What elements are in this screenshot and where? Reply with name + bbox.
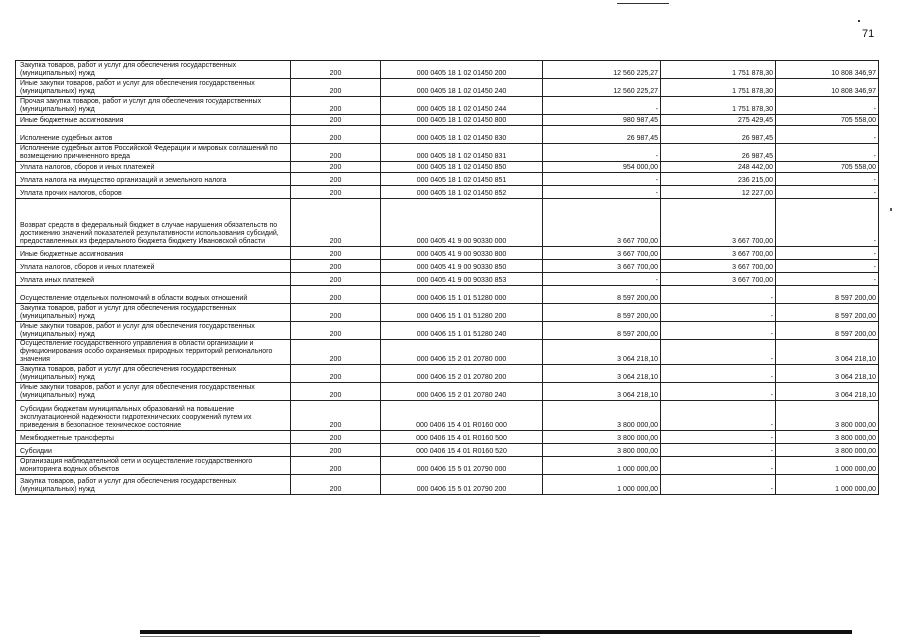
line-code: 200 [291,304,381,322]
line-code: 200 [291,247,381,260]
line-code: 200 [291,444,381,457]
budget-item-name: Закупка товаров, работ и услуг для обеспечения государственных (муниципальных) нужд [16,475,291,495]
classification-code: 000 0405 18 1 02 01450 831 [381,144,543,162]
classification-code: 000 0405 41 9 00 90330 800 [381,247,543,260]
amount-executed: 1 751 878,30 [661,79,776,97]
line-code: 200 [291,383,381,401]
amount-unexecuted: - [776,273,879,286]
amount-executed: - [661,304,776,322]
line-code: 200 [291,273,381,286]
classification-code: 000 0405 18 1 02 01450 200 [381,61,543,79]
classification-code: 000 0406 15 2 01 20780 240 [381,383,543,401]
amount-unexecuted: 1 000 000,00 [776,457,879,475]
budget-item-name: Иные закупки товаров, работ и услуг для обеспечения государственных (муниципальных) нужд [16,79,291,97]
amount-executed: - [661,365,776,383]
amount-approved: 8 597 200,00 [543,322,661,340]
amount-unexecuted: - [776,260,879,273]
amount-executed: 275 429,45 [661,115,776,126]
header-rule [617,3,669,4]
amount-executed: - [661,286,776,304]
line-code: 200 [291,322,381,340]
amount-approved: 1 000 000,00 [543,457,661,475]
budget-item-name: Закупка товаров, работ и услуг для обеспечения государственных (муниципальных) нужд [16,61,291,79]
table-row [16,444,879,457]
classification-code: 000 0405 41 9 00 90330 000 [381,199,543,247]
classification-code: 000 0406 15 5 01 20790 200 [381,475,543,495]
budget-item-name: Осуществление отдельных полномочий в области водных отношений [16,286,291,304]
amount-unexecuted: - [776,97,879,115]
amount-executed: - [661,431,776,444]
classification-code: 000 0405 18 1 02 01450 830 [381,126,543,144]
budget-item-name: Организация наблюдательной сети и осуществление государственного мониторинга водных объектов [16,457,291,475]
page-number: 71 [862,28,875,40]
amount-approved: 3 667 700,00 [543,260,661,273]
classification-code: 000 0405 18 1 02 01450 852 [381,186,543,199]
amount-approved: 3 667 700,00 [543,199,661,247]
amount-unexecuted: - [776,173,879,186]
amount-executed: - [661,444,776,457]
classification-code: 000 0406 15 2 01 20780 000 [381,340,543,365]
table-row [16,431,879,444]
budget-item-name: Уплата налогов, сборов и иных платежей [16,162,291,173]
amount-unexecuted: - [776,144,879,162]
table-row [16,162,879,173]
budget-item-name: Субсидии бюджетам муниципальных образований на повышение эксплуатационной надежности гидротехнических сооружений путем их приведения в безопасное техническое состояние [16,401,291,431]
table-row [16,365,879,383]
amount-executed: - [661,383,776,401]
line-code: 200 [291,286,381,304]
footer-rule [140,636,540,637]
budget-item-name: Иные закупки товаров, работ и услуг для обеспечения государственных (муниципальных) нужд [16,322,291,340]
amount-unexecuted: 3 800 000,00 [776,401,879,431]
amount-executed: 3 667 700,00 [661,199,776,247]
classification-code: 000 0405 18 1 02 01450 800 [381,115,543,126]
line-code: 200 [291,79,381,97]
line-code: 200 [291,401,381,431]
amount-unexecuted: 8 597 200,00 [776,322,879,340]
budget-item-name: Субсидии [16,444,291,457]
table-row [16,115,879,126]
classification-code: 000 0406 15 1 01 51280 200 [381,304,543,322]
table-row [16,126,879,144]
classification-code: 000 0406 15 5 01 20790 000 [381,457,543,475]
amount-executed: 248 442,00 [661,162,776,173]
budget-item-name: Закупка товаров, работ и услуг для обеспечения государственных (муниципальных) нужд [16,304,291,322]
amount-approved: 8 597 200,00 [543,304,661,322]
amount-unexecuted: 705 558,00 [776,115,879,126]
scan-edge-mark [890,208,892,211]
table-row [16,173,879,186]
table-row [16,401,879,431]
line-code: 200 [291,162,381,173]
budget-item-name: Иные бюджетные ассигнования [16,115,291,126]
classification-code: 000 0406 15 2 01 20780 200 [381,365,543,383]
amount-unexecuted: 1 000 000,00 [776,475,879,495]
amount-executed: 236 215,00 [661,173,776,186]
budget-item-name: Уплата налога на имущество организаций и земельного налога [16,173,291,186]
classification-code: 000 0405 18 1 02 01450 850 [381,162,543,173]
budget-item-name: Исполнение судебных актов Российской Федерации и мировых соглашений по возмещению причиненного вреда [16,144,291,162]
classification-code: 000 0406 15 4 01 R0160 000 [381,401,543,431]
line-code: 200 [291,186,381,199]
table-row [16,304,879,322]
line-code: 200 [291,431,381,444]
table-row [16,97,879,115]
amount-executed: 3 667 700,00 [661,247,776,260]
classification-code: 000 0406 15 4 01 R0160 500 [381,431,543,444]
table-row [16,475,879,495]
budget-table-body [16,61,879,495]
table-row [16,286,879,304]
amount-approved: 26 987,45 [543,126,661,144]
amount-unexecuted: 10 808 346,97 [776,79,879,97]
budget-item-name: Возврат средств в федеральный бюджет в случае нарушения обязательств по достижению значений показателей результативности использования субсидий, предоставленных из федерального бюджета бюджету Ивановской области [16,199,291,247]
amount-approved: 3 064 218,10 [543,340,661,365]
budget-item-name: Уплата налогов, сборов и иных платежей [16,260,291,273]
budget-item-name: Иные бюджетные ассигнования [16,247,291,260]
amount-approved: 980 987,45 [543,115,661,126]
budget-item-name: Исполнение судебных актов [16,126,291,144]
budget-item-name: Межбюджетные трансферты [16,431,291,444]
classification-code: 000 0405 18 1 02 01450 240 [381,79,543,97]
table-row [16,457,879,475]
classification-code: 000 0406 15 1 01 51280 000 [381,286,543,304]
line-code: 200 [291,115,381,126]
line-code: 200 [291,365,381,383]
amount-approved: 3 667 700,00 [543,247,661,260]
amount-approved: 3 800 000,00 [543,444,661,457]
amount-unexecuted: 705 558,00 [776,162,879,173]
amount-executed: 26 987,45 [661,126,776,144]
amount-approved: - [543,97,661,115]
amount-unexecuted: 3 064 218,10 [776,383,879,401]
amount-approved: 12 560 225,27 [543,79,661,97]
table-row [16,199,879,247]
amount-approved: 1 000 000,00 [543,475,661,495]
amount-unexecuted: 8 597 200,00 [776,286,879,304]
line-code: 200 [291,475,381,495]
budget-item-name: Уплата иных платежей [16,273,291,286]
budget-item-name: Прочая закупка товаров, работ и услуг для обеспечения государственных (муниципальных) нужд [16,97,291,115]
amount-executed: 26 987,45 [661,144,776,162]
budget-item-name: Осуществление государственного управления в области организации и функционирования особо охраняемых природных территорий регионального значения [16,340,291,365]
table-row [16,340,879,365]
classification-code: 000 0405 18 1 02 01450 244 [381,97,543,115]
amount-executed: - [661,457,776,475]
amount-approved: 954 000,00 [543,162,661,173]
amount-executed: 1 751 878,30 [661,97,776,115]
amount-approved: - [543,144,661,162]
amount-approved: - [543,173,661,186]
table-row [16,144,879,162]
line-code: 200 [291,61,381,79]
table-row [16,383,879,401]
budget-item-name: Иные закупки товаров, работ и услуг для обеспечения государственных (муниципальных) нужд [16,383,291,401]
line-code: 200 [291,457,381,475]
line-code: 200 [291,144,381,162]
table-row [16,273,879,286]
budget-item-name: Закупка товаров, работ и услуг для обеспечения государственных (муниципальных) нужд [16,365,291,383]
amount-unexecuted: 3 064 218,10 [776,340,879,365]
amount-unexecuted: 3 800 000,00 [776,431,879,444]
budget-table [15,60,879,495]
amount-executed: - [661,340,776,365]
amount-approved: 8 597 200,00 [543,286,661,304]
amount-approved: 3 800 000,00 [543,401,661,431]
amount-approved: - [543,273,661,286]
table-row [16,61,879,79]
classification-code: 000 0406 15 4 01 R0160 520 [381,444,543,457]
amount-approved: 3 800 000,00 [543,431,661,444]
amount-approved: 3 064 218,10 [543,383,661,401]
amount-unexecuted: 3 064 218,10 [776,365,879,383]
classification-code: 000 0405 41 9 00 90330 850 [381,260,543,273]
amount-unexecuted: - [776,126,879,144]
amount-unexecuted: - [776,199,879,247]
table-row [16,79,879,97]
scan-dot [858,20,860,22]
line-code: 200 [291,126,381,144]
amount-executed: 12 227,00 [661,186,776,199]
amount-executed: 1 751 878,30 [661,61,776,79]
amount-executed: - [661,322,776,340]
classification-code: 000 0405 18 1 02 01450 851 [381,173,543,186]
amount-unexecuted: 10 808 346,97 [776,61,879,79]
amount-unexecuted: 8 597 200,00 [776,304,879,322]
line-code: 200 [291,97,381,115]
footer-bar [140,630,852,634]
table-row [16,260,879,273]
amount-approved: - [543,186,661,199]
amount-unexecuted: - [776,186,879,199]
amount-executed: 3 667 700,00 [661,273,776,286]
table-row [16,322,879,340]
line-code: 200 [291,340,381,365]
classification-code: 000 0406 15 1 01 51280 240 [381,322,543,340]
budget-item-name: Уплата прочих налогов, сборов [16,186,291,199]
amount-executed: 3 667 700,00 [661,260,776,273]
amount-unexecuted: 3 800 000,00 [776,444,879,457]
line-code: 200 [291,199,381,247]
amount-executed: - [661,401,776,431]
amount-executed: - [661,475,776,495]
amount-approved: 3 064 218,10 [543,365,661,383]
line-code: 200 [291,260,381,273]
amount-approved: 12 560 225,27 [543,61,661,79]
classification-code: 000 0405 41 9 00 90330 853 [381,273,543,286]
table-row [16,186,879,199]
amount-unexecuted: - [776,247,879,260]
line-code: 200 [291,173,381,186]
table-row [16,247,879,260]
